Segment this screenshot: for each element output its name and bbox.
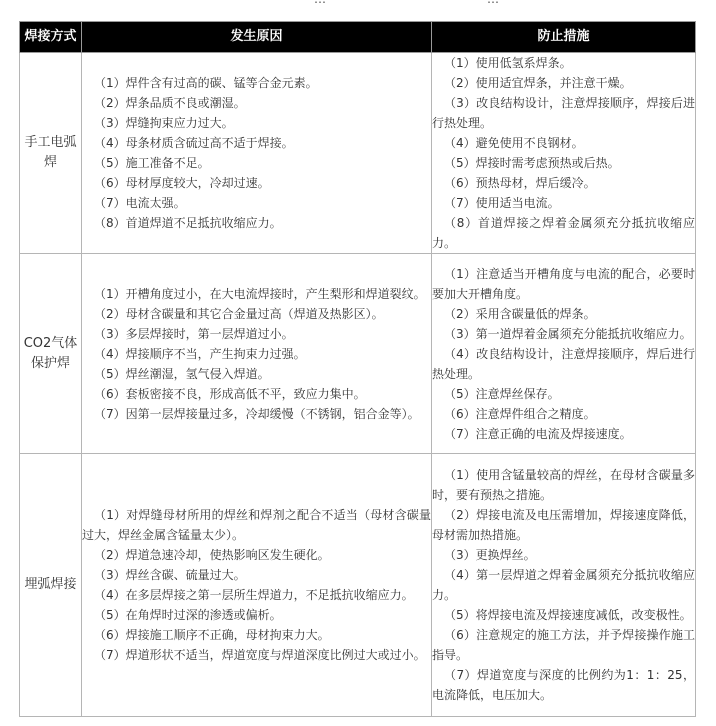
method-cell: 埋弧焊接 <box>20 454 82 717</box>
measures-cell <box>432 53 696 254</box>
measure-item: （1）使用含锰量较高的焊丝，在母材含碳量多时，要有预热之措施。 <box>432 468 695 502</box>
clipped-text-fragment <box>314 0 326 6</box>
cause-item: （4）焊接顺序不当，产生拘束力过强。 <box>94 346 306 361</box>
causes-cell <box>82 254 432 454</box>
table-row <box>20 454 696 717</box>
measure-item: （2）采用含碳量低的焊条。 <box>444 306 596 321</box>
welding-crack-table <box>19 21 696 717</box>
measure-item: （3）更换焊丝。 <box>444 548 536 562</box>
measure-item: （4）第一层焊道之焊着金属须充分抵抗收缩应力。 <box>432 568 695 602</box>
measure-item: （2）焊接电流及电压需增加，焊接速度降低，母材需加热措施。 <box>432 508 695 542</box>
cause-item: （4）母条材质含硫过高不适于焊接。 <box>94 136 294 150</box>
cause-item: （1）开槽角度过小，在大电流焊接时，产生梨形和焊道裂纹。 <box>94 286 426 301</box>
measure-item: （2）使用适宜焊条，并注意干燥。 <box>444 76 632 90</box>
measure-item: （7）注意正确的电流及焊接速度。 <box>444 426 632 441</box>
measure-item: （6）预热母材，焊后缓冷。 <box>444 176 596 190</box>
measure-item: （7）使用适当电流。 <box>444 196 560 210</box>
measures-cell <box>432 454 696 717</box>
cause-item: （2）母材含碳量和其它合金量过高（焊道及热影区）。 <box>94 306 384 321</box>
clipped-text-fragment <box>487 0 499 6</box>
cause-item: （4）在多层焊接之第一层所生焊道力，不足抵抗收缩应力。 <box>94 588 414 602</box>
measure-item: （4）避免使用不良钢材。 <box>444 136 584 150</box>
cause-item: （6）焊接施工顺序不正确，母材拘束力大。 <box>94 628 330 642</box>
method-cell: 手工电弧焊 <box>20 53 82 254</box>
cause-item: （7）电流太强。 <box>94 196 186 210</box>
measures-cell <box>432 254 696 454</box>
header-method: 焊接方式 <box>20 22 82 53</box>
cause-item: （2）焊条品质不良或潮湿。 <box>94 96 246 110</box>
measure-item: （1）使用低氢系焊条。 <box>444 56 572 70</box>
cause-item: （5）焊丝潮湿，氢气侵入焊道。 <box>94 366 270 381</box>
measure-item: （7）焊道宽度与深度的比例约为1：1：25，电流降低，电压加大。 <box>432 668 695 702</box>
cause-item: （1）焊件含有过高的碳、锰等合金元素。 <box>94 76 318 90</box>
measure-item: （3）改良结构设计，注意焊接顺序，焊接后进行热处理。 <box>432 96 695 130</box>
clipped-top-text <box>0 0 716 20</box>
measure-item: （5）将焊接电流及焊接速度减低，改变极性。 <box>444 608 692 622</box>
cause-item: （7）焊道形状不适当，焊道宽度与焊道深度比例过大或过小。 <box>94 648 426 662</box>
cause-item: （8）首道焊道不足抵抗收缩应力。 <box>94 216 282 230</box>
measure-item: （5）注意焊丝保存。 <box>444 386 560 401</box>
measure-item: （4）改良结构设计，注意焊接顺序，焊后进行热处理。 <box>432 346 695 381</box>
cause-item: （6）套板密接不良，形成高低不平，致应力集中。 <box>94 386 366 401</box>
measure-item: （6）注意焊件组合之精度。 <box>444 406 596 421</box>
cause-item: （2）焊道急速冷却，使热影响区发生硬化。 <box>94 548 330 562</box>
measure-item: （8）首道焊接之焊着金属须充分抵抗收缩应力。 <box>432 216 695 250</box>
cause-item: （3）多层焊接时，第一层焊道过小。 <box>94 326 294 341</box>
header-measure: 防止措施 <box>432 22 696 53</box>
cause-item: （5）施工准备不足。 <box>94 156 210 170</box>
cause-item: （6）母材厚度较大，冷却过速。 <box>94 176 270 190</box>
cause-item: （3）焊缝拘束应力过大。 <box>94 116 234 130</box>
measure-item: （5）焊接时需考虑预热或后热。 <box>444 156 620 170</box>
cause-item: （3）焊丝含碳、硫量过大。 <box>94 568 246 582</box>
header-cause: 发生原因 <box>82 22 432 53</box>
causes-cell <box>82 53 432 254</box>
cause-item: （5）在角焊时过深的渗透或偏析。 <box>94 608 282 622</box>
table-row <box>20 53 696 254</box>
measure-item: （3）第一道焊着金属须充分能抵抗收缩应力。 <box>444 326 692 341</box>
table-header-row <box>20 22 696 53</box>
cause-item: （7）因第一层焊接量过多，冷却缓慢（不锈钢，铝合金等）。 <box>94 406 420 421</box>
measure-item: （6）注意规定的施工方法，并予焊接操作施工指导。 <box>432 628 695 662</box>
method-cell: CO2气体保护焊 <box>20 254 82 454</box>
cause-item: （1）对焊缝母材所用的焊丝和焊剂之配合不适当（母材含碳量过大，焊丝金属含锰量太少）。 <box>82 508 431 542</box>
table-row <box>20 254 696 454</box>
measure-item: （1）注意适当开槽角度与电流的配合，必要时要加大开槽角度。 <box>432 266 695 301</box>
causes-cell <box>82 454 432 717</box>
